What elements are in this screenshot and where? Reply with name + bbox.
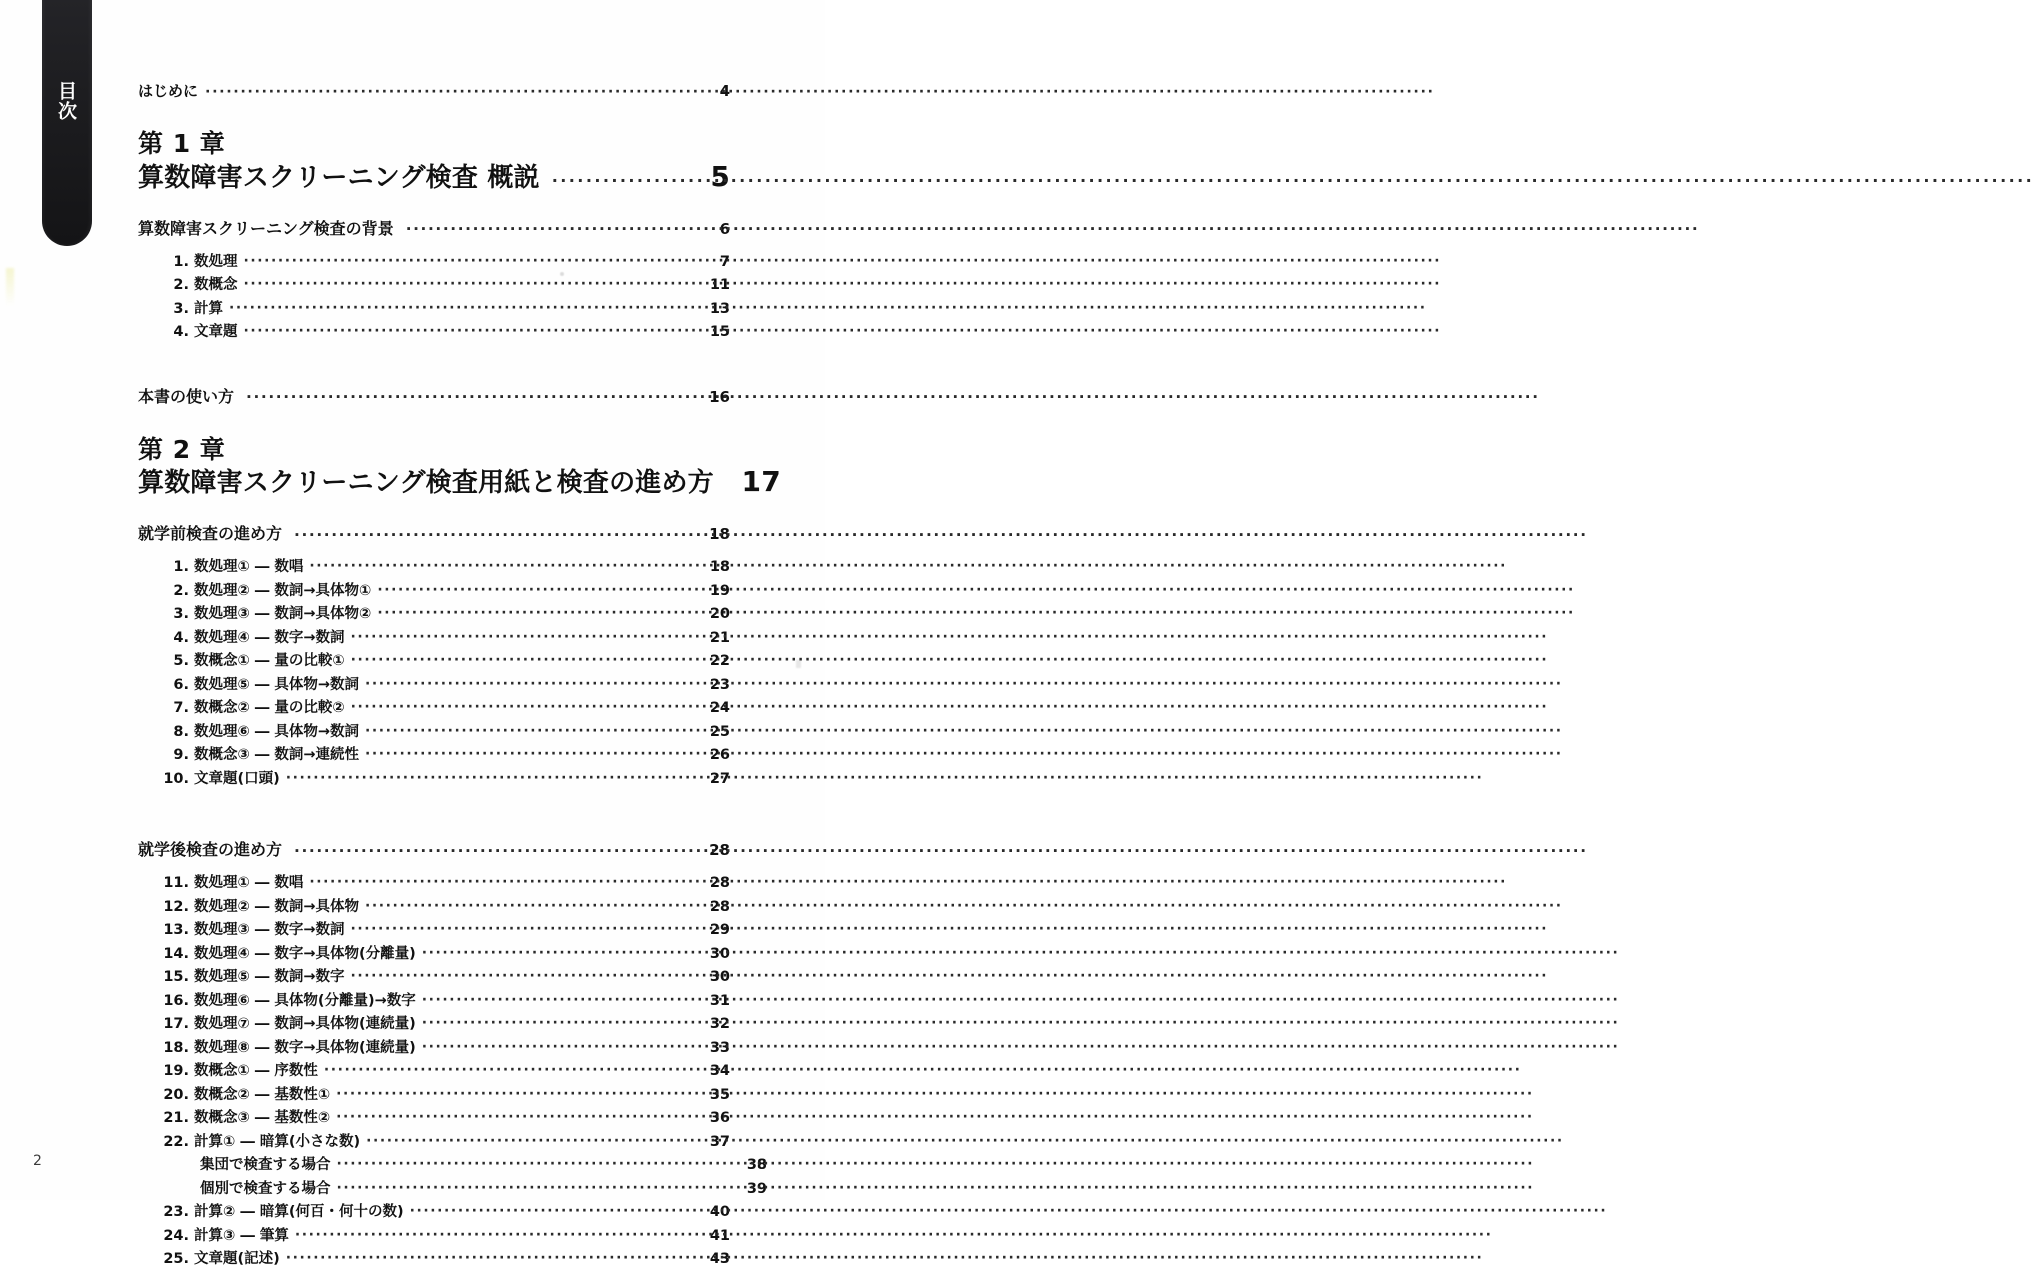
entry-index: 12.: [163, 898, 189, 915]
section-page-number: 6: [719, 219, 730, 238]
dot-leader: [337, 1158, 709, 1173]
toc-entry[interactable]: [163, 900, 730, 915]
entry-title: 数概念③ ― 数詞→連続性: [194, 747, 360, 764]
entry-index: 19.: [163, 1063, 189, 1080]
chapter-page-number: 17: [741, 465, 781, 499]
dot-leader: [337, 1182, 709, 1197]
entry-index: 11.: [163, 875, 189, 892]
toc-entry[interactable]: [163, 584, 730, 599]
entry-page-number: 21: [709, 629, 730, 646]
entry-title: 集団で検査する場合: [200, 1157, 331, 1174]
dot-leader: [377, 607, 671, 622]
dot-leader: [205, 86, 683, 101]
section-title: 本書の使い方: [138, 386, 235, 406]
entry-page-number: 36: [709, 1110, 730, 1127]
chapter-number: 第 1 章: [138, 129, 226, 158]
toc-entry[interactable]: [163, 772, 730, 787]
dot-leader: [351, 631, 671, 646]
dot-leader: [336, 1111, 671, 1126]
toc-content: [138, 80, 781, 1276]
dot-leader: [422, 994, 671, 1009]
entry-title: 数概念③ ― 基数性②: [194, 1110, 331, 1127]
dot-leader: [351, 701, 671, 716]
section-page-number: 16: [709, 387, 730, 406]
entry-title: 数処理③ ― 数字→数詞: [194, 922, 345, 939]
toc-entry[interactable]: [163, 678, 730, 693]
entry-page-number: 24: [709, 700, 730, 717]
dot-leader: [309, 560, 671, 575]
chapter-title-row[interactable]: [138, 160, 730, 194]
entry-index: 23.: [163, 1204, 189, 1221]
toc-entry[interactable]: [163, 1205, 730, 1220]
toc-entry[interactable]: [163, 970, 730, 985]
toc-entry[interactable]: [163, 1252, 730, 1267]
entry-index: 10.: [163, 770, 189, 787]
section-row[interactable]: [138, 216, 730, 239]
dot-leader: [366, 1135, 671, 1150]
entry-page-number: 32: [709, 1016, 730, 1033]
entry-page-number: 23: [709, 676, 730, 693]
entry-page-number: 28: [709, 875, 730, 892]
entry-title: 計算③ ― 筆算: [194, 1227, 289, 1244]
dot-leader: [286, 1252, 671, 1267]
dot-leader: [351, 970, 671, 985]
entry-title: 計算① ― 暗算(小さな数): [194, 1133, 361, 1150]
chapter-number: 第 2 章: [138, 434, 226, 464]
entry-index: 2.: [173, 582, 189, 599]
entry-index: 4.: [173, 324, 189, 341]
dot-leader: [246, 391, 683, 407]
dot-leader: [244, 325, 672, 340]
chapter-block-1: [138, 129, 730, 194]
entry-page-number: 40: [709, 1204, 730, 1221]
section-title: 就学前検査の進め方: [138, 524, 283, 544]
dot-leader: [244, 255, 672, 270]
entry-page-number: 18: [709, 559, 730, 576]
dot-leader: [294, 528, 683, 544]
entry-index: 3.: [173, 300, 189, 317]
dot-leader: [365, 678, 671, 693]
toc-front-matter-row[interactable]: [138, 80, 730, 101]
entry-title: 数概念② ― 基数性①: [194, 1086, 331, 1103]
entry-title: 数処理⑤ ― 具体物→数詞: [194, 676, 360, 693]
entry-index: 7.: [173, 700, 189, 717]
chapter-title-row[interactable]: [138, 465, 781, 499]
toc-entry[interactable]: [163, 255, 730, 270]
entry-list: [163, 560, 730, 786]
entry-title: 数処理⑤ ― 数詞→数字: [194, 969, 345, 986]
entry-page-number: 7: [719, 253, 730, 270]
toc-entry[interactable]: [163, 748, 730, 763]
entry-page-number: 39: [746, 1180, 767, 1197]
toc-entry[interactable]: [163, 325, 730, 340]
entry-page-number: 22: [709, 653, 730, 670]
toc-entry[interactable]: [163, 278, 730, 293]
entry-index: 1.: [173, 559, 189, 576]
entry-index: 14.: [163, 945, 189, 962]
chapter-title: 算数障害スクリーニング検査用紙と検査の進め方: [138, 468, 714, 499]
entry-title: 数処理⑥ ― 具体物→数詞: [194, 723, 360, 740]
dot-leader: [309, 876, 671, 891]
toc-entry[interactable]: [163, 631, 730, 646]
entry-title: 数概念① ― 序数性: [194, 1063, 318, 1080]
dot-leader: [351, 923, 671, 938]
entry-page-number: 38: [746, 1157, 767, 1174]
chapter-block-2: [138, 434, 781, 500]
entry-page-number: 30: [709, 945, 730, 962]
dot-leader: [294, 844, 683, 860]
dot-leader: [229, 302, 671, 317]
entry-index: 21.: [163, 1110, 189, 1127]
toc-entry[interactable]: [163, 701, 730, 716]
dot-leader: [324, 1064, 671, 1079]
dot-leader: [377, 584, 671, 599]
entry-title: 数処理① ― 数唱: [194, 875, 304, 892]
toc-entry[interactable]: [163, 725, 730, 740]
entry-page-number: 25: [709, 723, 730, 740]
entry-page-number: 11: [709, 277, 730, 294]
section-page-number: 28: [709, 841, 730, 860]
entry-page-number: 15: [709, 324, 730, 341]
toc-entry[interactable]: [163, 923, 730, 938]
dot-leader: [365, 900, 671, 915]
toc-entry[interactable]: [163, 1088, 730, 1103]
dot-leader: [286, 772, 671, 787]
toc-entry[interactable]: [163, 560, 730, 575]
entry-page-number: 19: [709, 582, 730, 599]
toc-entry[interactable]: [163, 1229, 730, 1244]
chapter-title: 算数障害スクリーニング検査 概説: [138, 162, 540, 193]
entry-title: 数処理② ― 数詞→具体物: [194, 898, 360, 915]
dot-leader: [422, 1017, 671, 1032]
section-page-number: 18: [709, 525, 730, 544]
dot-leader: [365, 725, 671, 740]
entry-title: 数概念: [194, 277, 238, 294]
dot-leader: [422, 947, 671, 962]
entry-index: 3.: [173, 606, 189, 623]
entry-page-number: 26: [709, 747, 730, 764]
dot-leader: [410, 1205, 671, 1220]
toc-entry[interactable]: [163, 654, 730, 669]
entry-title: 数処理① ― 数唱: [194, 559, 304, 576]
entry-index: 9.: [173, 747, 189, 764]
entry-index: 8.: [173, 723, 189, 740]
index-tab: [42, 0, 92, 246]
entry-page-number: 20: [709, 606, 730, 623]
section-title: 算数障害スクリーニング検査の背景: [138, 218, 394, 238]
entry-index: 13.: [163, 922, 189, 939]
entry-index: 22.: [163, 1133, 189, 1150]
toc-entry[interactable]: [163, 1017, 730, 1032]
toc-entry[interactable]: [163, 302, 730, 317]
entry-page-number: 33: [709, 1039, 730, 1056]
toc-entry[interactable]: [163, 607, 730, 622]
toc-subentry[interactable]: [200, 1158, 767, 1173]
entry-page-number: 31: [709, 992, 730, 1009]
entry-index: 6.: [173, 676, 189, 693]
toc-entry[interactable]: [163, 1135, 730, 1150]
entry-title: 数概念① ― 量の比較①: [194, 653, 345, 670]
entry-title: 数処理④ ― 数字→具体物(分離量): [194, 945, 416, 962]
entry-index: 15.: [163, 969, 189, 986]
entry-index: 18.: [163, 1039, 189, 1056]
entry-page-number: 28: [709, 898, 730, 915]
section-row[interactable]: [138, 837, 730, 860]
entry-title: 計算: [194, 300, 223, 317]
entry-page-number: 35: [709, 1086, 730, 1103]
section-row[interactable]: [138, 384, 730, 407]
toc-subentry[interactable]: [200, 1182, 767, 1197]
scan-artifact: [6, 268, 14, 306]
entry-page-number: 34: [709, 1063, 730, 1080]
entry-page-number: 27: [709, 770, 730, 787]
entry-page-number: 29: [709, 922, 730, 939]
index-tab-label: 目次: [55, 81, 77, 121]
toc-entry[interactable]: [163, 1041, 730, 1056]
entry-page-number: 37: [709, 1133, 730, 1150]
toc-page: [0, 0, 825, 1268]
toc-page-number: 4: [719, 82, 730, 100]
toc-entry[interactable]: [163, 947, 730, 962]
entry-title: 文章題(口頭): [194, 770, 280, 787]
entry-title: 数処理⑥ ― 具体物(分離量)→数字: [194, 992, 416, 1009]
entry-index: 16.: [163, 992, 189, 1009]
entry-index: 4.: [173, 629, 189, 646]
toc-entry[interactable]: [163, 1111, 730, 1126]
toc-entry[interactable]: [163, 994, 730, 1009]
section-row[interactable]: [138, 521, 730, 544]
entry-page-number: 43: [709, 1251, 730, 1268]
entry-title: 数処理② ― 数詞→具体物①: [194, 582, 372, 599]
entry-title: 数処理③ ― 数詞→具体物②: [194, 606, 372, 623]
dot-leader: [365, 748, 671, 763]
chapter-page-number: 5: [710, 159, 730, 193]
entry-index: 5.: [173, 653, 189, 670]
toc-entry[interactable]: [163, 876, 730, 891]
entry-index: 20.: [163, 1086, 189, 1103]
dot-leader: [422, 1041, 671, 1056]
toc-entry[interactable]: [163, 1064, 730, 1079]
entry-page-number: 30: [709, 969, 730, 986]
entry-page-number: 13: [709, 300, 730, 317]
toc-entry-label: はじめに: [138, 82, 199, 100]
entry-title: 数処理④ ― 数字→数詞: [194, 629, 345, 646]
section-title: 就学後検査の進め方: [138, 840, 283, 860]
entry-list: [163, 255, 730, 340]
dot-leader: [351, 654, 671, 669]
dot-leader: [295, 1229, 671, 1244]
entry-index: 2.: [173, 277, 189, 294]
entry-title: 数処理⑦ ― 数詞→具体物(連続量): [194, 1016, 416, 1033]
entry-index: 17.: [163, 1016, 189, 1033]
entry-index: 24.: [163, 1227, 189, 1244]
entry-title: 数処理⑧ ― 数字→具体物(連続量): [194, 1039, 416, 1056]
dot-leader: [244, 278, 672, 293]
entry-title: 文章題: [194, 324, 238, 341]
dot-leader: [552, 168, 675, 194]
entry-title: 個別で検査する場合: [200, 1180, 331, 1197]
entry-title: 文章題(記述): [194, 1251, 280, 1268]
entry-title: 計算② ― 暗算(何百・何十の数): [194, 1204, 404, 1221]
dot-leader: [406, 223, 683, 239]
entry-page-number: 41: [709, 1227, 730, 1244]
entry-index: 1.: [173, 253, 189, 270]
entry-list: [163, 875, 767, 1268]
entry-title: 数処理: [194, 253, 238, 270]
entry-index: 25.: [163, 1251, 189, 1268]
dot-leader: [336, 1088, 671, 1103]
entry-title: 数概念② ― 量の比較②: [194, 700, 345, 717]
folio-page-number: 2: [33, 1153, 42, 1169]
